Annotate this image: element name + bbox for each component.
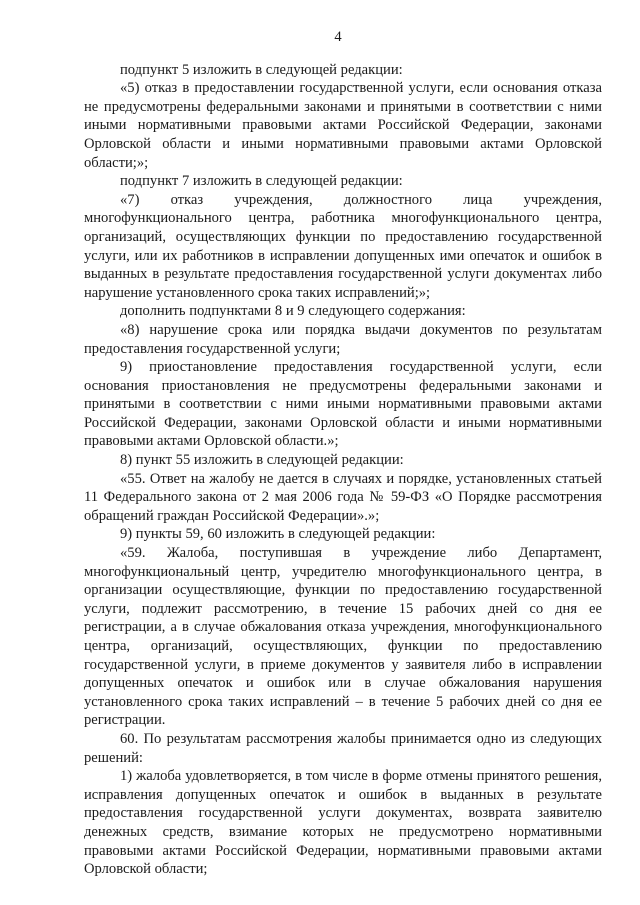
paragraph: «8) нарушение срока или порядка выдачи документов по результатам предоставления государственной услуги; [84, 321, 602, 357]
paragraph: 8) пункт 55 изложить в следующей редакции: [120, 452, 404, 469]
document-body [84, 61, 602, 879]
paragraph: 9) приостановление предоставления государственной услуги, если основания приостановления не предусмотрены федеральными законами и принятыми в соответствии с ними иными нормативными правовыми актами Российской Федерации, законами Орловской области и иными нормативными правовыми актами Орловской области.»; [84, 359, 602, 450]
paragraph: «5) отказ в предоставлении государственной услуги, если основания отказа не предусмотрены федеральными законами и принятыми в соответствии с ними иными нормативными правовыми актами Российской Федерации, законами Орловской области и иными нормативными правовыми актами Орловской области;»; [84, 80, 602, 171]
paragraph: подпункт 7 изложить в следующей редакции: [120, 173, 403, 190]
paragraph: подпункт 5 изложить в следующей редакции: [120, 61, 403, 78]
paragraph: «59. Жалоба, поступившая в учреждение либо Департамент, многофункциональный центр, учредителю многофункционального центра, в организации осуществляющие, функции по предоставлению государственной услуги, подлежит рассмотрению, в течение 15 рабочих дней со дня ее регистрации, а в случае обжалования отказа учреждения, многофункционального центра, организаций, осуществляющих, функции по предоставлению государственной услуги, в приеме документов у заявителя либо в исправлении допущенных опечаток и ошибок или в случае обжалования нарушения установленного срока таких исправлений – в течение 5 рабочих дней со дня ее регистрации. [84, 545, 602, 729]
paragraph: 1) жалоба удовлетворяется, в том числе в форме отмены принятого решения, исправления допущенных опечаток и ошибок в выданных в результате предоставления государственной услуги документах, возврата заявителю денежных средств, взимание которых не предусмотрено нормативными правовыми актами Российской Федерации, нормативными правовыми актами Орловской области; [84, 768, 602, 878]
page-number: 4 [334, 29, 342, 45]
paragraph: «7) отказ учреждения, должностного лица учреждения, многофункционального центра, работника многофункционального центра, организаций, осуществляющих функции по предоставлению государственной услуги, или их работников в исправлении допущенных ими опечаток и ошибок в выданных в результате предоставления государственной услуги документах либо нарушение установленного срока таких исправлений;»; [84, 191, 602, 301]
paragraph: 60. По результатам рассмотрения жалобы принимается одно из следующих решений: [84, 730, 602, 766]
paragraph: 9) пункты 59, 60 изложить в следующей редакции: [120, 526, 436, 543]
paragraph: «55. Ответ на жалобу не дается в случаях и порядке, установленных статьей 11 Федерального закона от 2 мая 2006 года № 59-ФЗ «О Порядке рассмотрения обращений граждан Российской Федерации».»; [84, 470, 602, 524]
paragraph: дополнить подпунктами 8 и 9 следующего содержания: [120, 303, 466, 320]
